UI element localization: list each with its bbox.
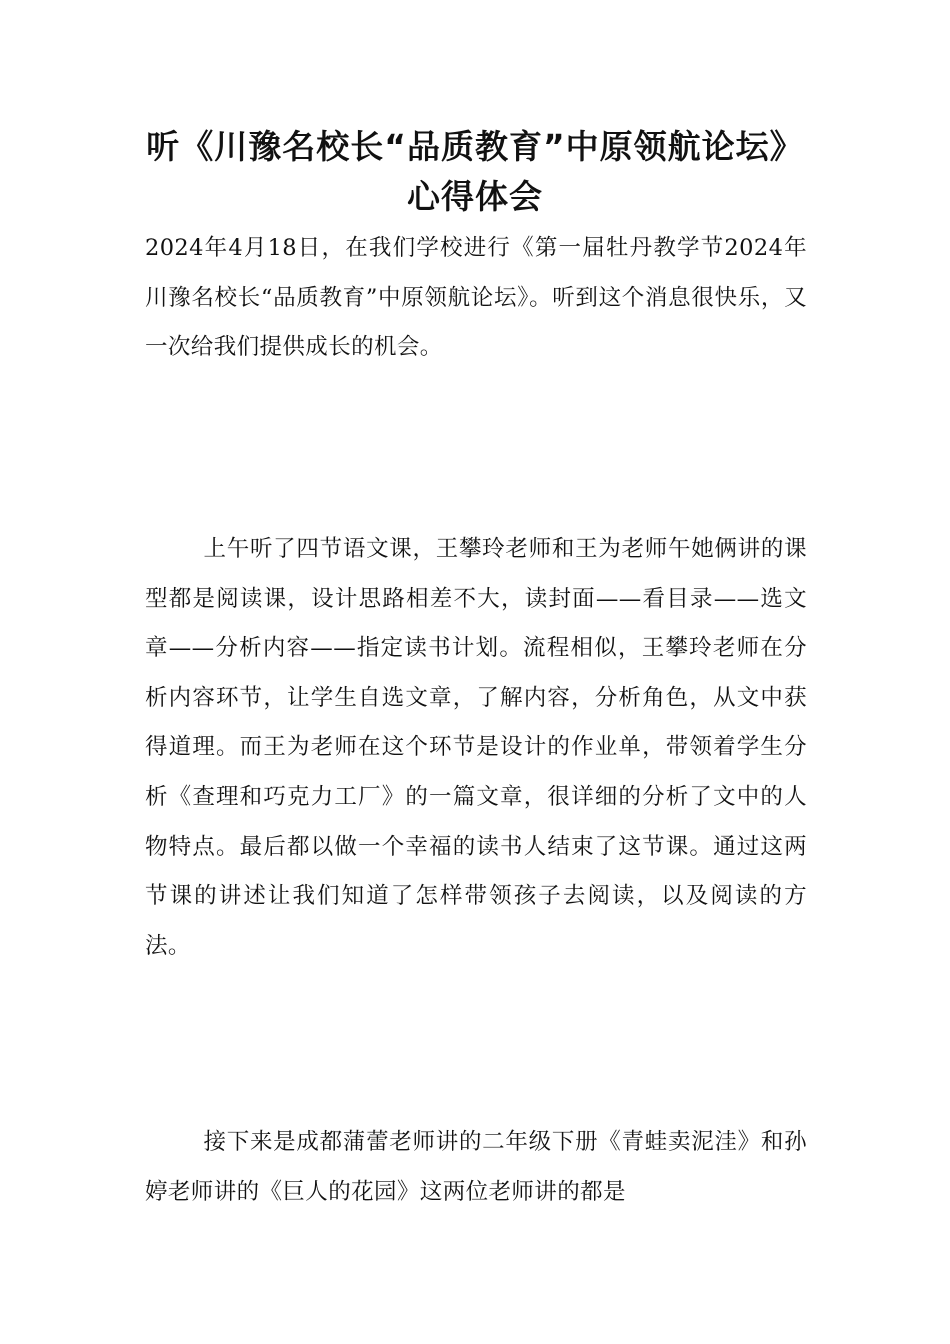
paragraph-morning-lessons: 上午听了四节语文课，王攀玲老师和王为老师午她俩讲的课型都是阅读课，设计思路相差不大，读封面——看目录——选文章——分析内容——指定读书计划。流程相似，王攀玲老师在分析内容环节，让学生自选文章，了解内容，分析角色，从文中获得道理。而王为老师在这个环节是设计的作业单，带领着学生分析《查理和巧克力工厂》的一篇文章，很详细的分析了文中的人物特点。最后都以做一个幸福的读书人结束了这节课。通过这两节课的讲述让我们知道了怎样带领孩子去阅读，以及阅读的方法。	[145, 536, 807, 959]
document-title: 听《川豫名校长“品质教育”中原领航论坛》心得体会	[146, 127, 804, 216]
paragraph-intro: 2024年4月18日，在我们学校进行《第一届牡丹教学节2024年川豫名校长“品质教育”中原领航论坛》。听到这个消息很快乐，又一次给我们提供成长的机会。	[145, 235, 807, 361]
paragraph-next-lessons: 接下来是成都蒲蕾老师讲的二年级下册《青蛙卖泥洼》和孙婷老师讲的《巨人的花园》这两位老师讲的都是	[145, 1129, 807, 1205]
